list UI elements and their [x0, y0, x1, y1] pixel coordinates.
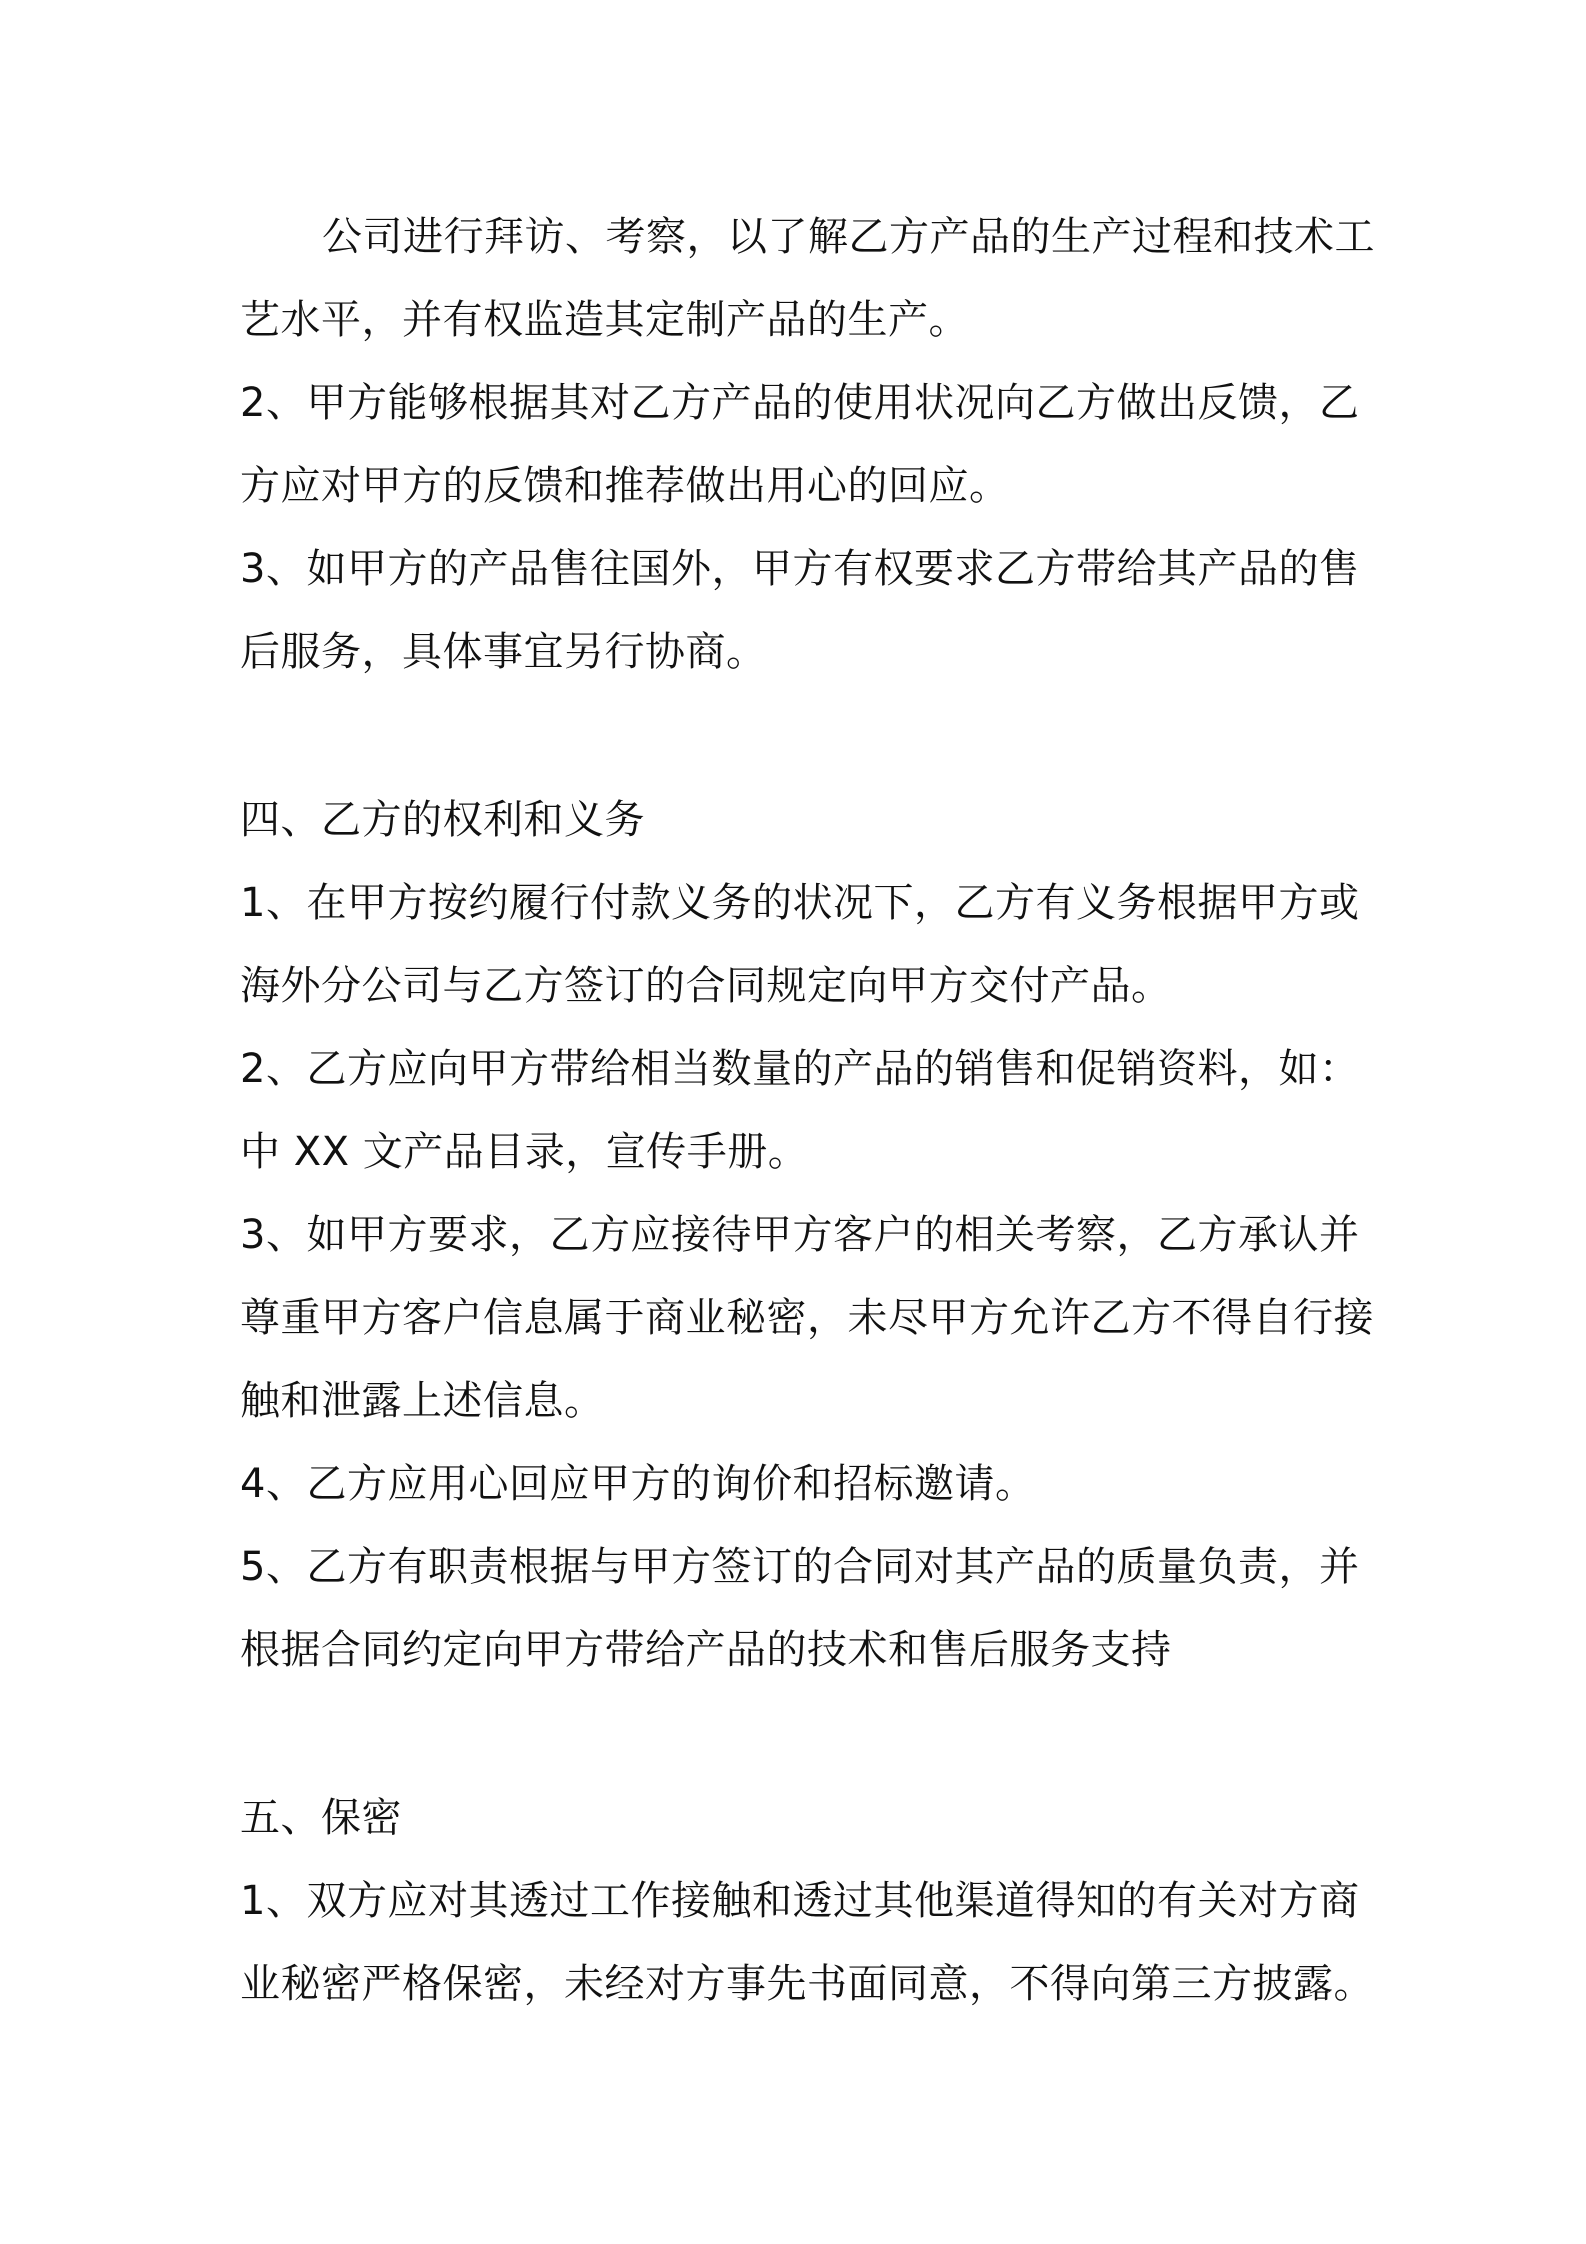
section-spacer [240, 1692, 1356, 1777]
text-line: 公司进行拜访、考察，以了解乙方产品的生产过程和技术工 [322, 214, 1375, 260]
section-spacer [240, 694, 1356, 779]
text-line: 5、乙方有职责根据与甲方签订的合同对其产品的质量负责，并 [240, 1544, 1360, 1590]
paragraph-s3-item0 [240, 196, 1375, 362]
section-heading-5: 五、保密 [240, 1795, 402, 1841]
text-line: 4、乙方应用心回应甲方的询价和招标邀请。 [240, 1461, 1036, 1507]
text-line: 触和泄露上述信息。 [240, 1378, 605, 1424]
paragraph-s4-item4 [240, 1443, 1356, 1526]
text-line: 根据合同约定向甲方带给产品的技术和售后服务支持 [240, 1627, 1172, 1673]
text-line: 1、在甲方按约履行付款义务的状况下，乙方有义务根据甲方或 [240, 880, 1360, 926]
text-line: 3、如甲方的产品售往国外，甲方有权要求乙方带给其产品的售 [240, 546, 1360, 592]
text-line: 后服务，具体事宜另行协商。 [240, 629, 767, 675]
paragraph-s4-item5 [240, 1526, 1360, 1692]
text-line: 艺水平，并有权监造其定制产品的生产。 [240, 297, 969, 343]
text-line: 中 XX 文产品目录，宣传手册。 [240, 1129, 809, 1175]
paragraph-s3-item2 [240, 362, 1360, 528]
text-line: 2、乙方应向甲方带给相当数量的产品的销售和促销资料，如： [240, 1046, 1360, 1092]
text-line: 方应对甲方的反馈和推荐做出用心的回应。 [240, 463, 1010, 509]
text-line: 海外分公司与乙方签订的合同规定向甲方交付产品。 [240, 963, 1172, 1009]
document-body [240, 196, 1375, 2026]
paragraph-s5-item1 [240, 1860, 1374, 2026]
text-line: 3、如甲方要求，乙方应接待甲方客户的相关考察，乙方承认并 [240, 1212, 1360, 1258]
text-line: 2、甲方能够根据其对乙方产品的使用状况向乙方做出反馈，乙 [240, 380, 1360, 426]
text-line: 尊重甲方客户信息属于商业秘密，未尽甲方允许乙方不得自行接 [240, 1295, 1374, 1341]
section-heading-4: 四、乙方的权利和义务 [240, 797, 645, 843]
paragraph-s3-item3 [240, 528, 1360, 694]
paragraph-s4-item1 [240, 862, 1360, 1028]
text-line: 1、双方应对其透过工作接触和透过其他渠道得知的有关对方商 [240, 1878, 1360, 1924]
paragraph-s4-item3 [240, 1194, 1374, 1443]
text-line: 业秘密严格保密，未经对方事先书面同意，不得向第三方披露。 [240, 1961, 1374, 2007]
paragraph-s4-item2 [240, 1028, 1360, 1194]
